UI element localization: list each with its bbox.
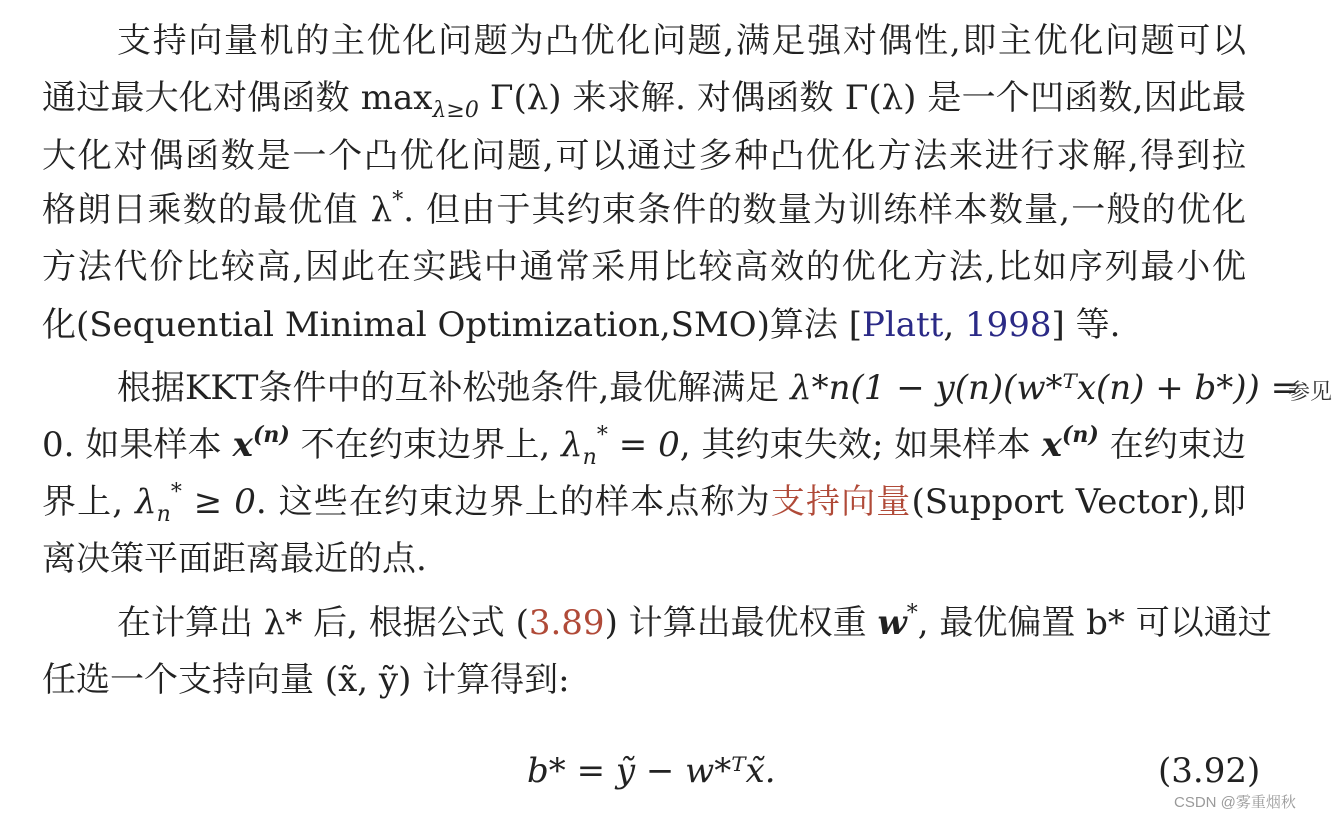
text-span: 界上, [42, 482, 136, 522]
max-subscript: λ≥0 [432, 98, 479, 123]
text-span: Γ(λ) 来求解. 对偶函数 Γ(λ) 是一个凹函数,因此最 [478, 78, 1246, 118]
text-span: 大化对偶函数是一个凸优化问题,可以通过多种凸优化方法来进行求解,得到拉 [42, 136, 1246, 176]
sample-vector-x: $x^{(n)}$ [1041, 422, 1099, 465]
csdn-watermark: CSDN @雾重烟秋 [1174, 794, 1296, 811]
lambda-zero-formula: $\lambda_n^* = 0$ [561, 423, 680, 470]
paragraph-2-line-4 [42, 531, 1246, 587]
sample-vector-x: $x^{(n)}$ [232, 422, 290, 465]
display-equation [0, 743, 1325, 799]
text-span: 根据KKT条件中的互补松弛条件,最优解满足 [117, 368, 791, 408]
citation-author-link[interactable]: Platt [862, 305, 944, 345]
text-span: 0. 如果样本 [42, 425, 233, 465]
lambda-positive-formula: $\lambda_n^* \ge 0$ [135, 480, 256, 527]
optimal-weight-symbol: w* [877, 601, 918, 643]
text-span: 不在约束边界上, [289, 425, 562, 465]
paragraph-1-line-2 [42, 70, 1246, 126]
text-span: , 最优偏置 b* 可以通过 [917, 603, 1272, 643]
text-span: 离决策平面距离最近的点. [42, 539, 427, 579]
margin-note: 参见 [1288, 380, 1332, 405]
text-span: 化(Sequential Minimal Optimization,SMO)算法 [ [42, 305, 863, 345]
text-span: 在约束边 [1098, 425, 1246, 465]
text-span: 通过最大化对偶函数 max [42, 78, 433, 118]
text-span: 支持向量机的主优化问题为凸优化问题,满足强对偶性,即主优化问题可以 [117, 21, 1246, 61]
equation-reference-link[interactable]: 3.89 [528, 603, 605, 643]
text-span: 方法代价比较高,因此在实践中通常采用比较高效的优化方法,比如序列最小优 [42, 247, 1246, 287]
text-span: , [943, 305, 965, 345]
text-span: 在计算出 λ* 后, 根据公式 ( [117, 603, 529, 643]
kkt-condition-formula: λ*n(1 − y(n)(w*ᵀx(n) + b*)) = [790, 368, 1300, 408]
paragraph-1-line-4 [42, 182, 1246, 238]
equation-number: (3.92) [1158, 751, 1261, 791]
text-span: (Support Vector),即 [911, 482, 1246, 522]
paragraph-1-line-5 [42, 239, 1246, 295]
text-span: . 这些在约束边界上的样本点称为 [255, 482, 771, 522]
text-span: . 但由于其约束条件的数量为训练样本数量,一般的优化 [403, 190, 1246, 230]
paragraph-3-line-2 [42, 652, 1246, 708]
text-span: 任选一个支持向量 (x̃, ỹ) 计算得到: [42, 660, 570, 700]
citation-year-link[interactable]: 1998 [965, 305, 1052, 345]
paragraph-3-line-1 [117, 595, 1272, 651]
paragraph-2-line-2 [42, 417, 1246, 473]
paragraph-1-line-1 [117, 13, 1246, 69]
text-span: ) 计算出最优权重 [604, 603, 878, 643]
text-span: , 其约束失效; 如果样本 [679, 425, 1042, 465]
equation-body: b* = ỹ − w*ᵀx̃. [527, 751, 776, 791]
star-superscript: * [392, 188, 404, 213]
paragraph-2-line-1 [117, 360, 1300, 416]
text-span: 格朗日乘数的最优值 λ [42, 190, 393, 230]
support-vector-term: 支持向量 [770, 482, 912, 522]
paragraph-2-line-3 [42, 474, 1246, 530]
paragraph-1-line-3 [42, 128, 1246, 184]
paragraph-1-line-6 [42, 297, 1246, 353]
text-span: ] 等. [1051, 305, 1121, 345]
